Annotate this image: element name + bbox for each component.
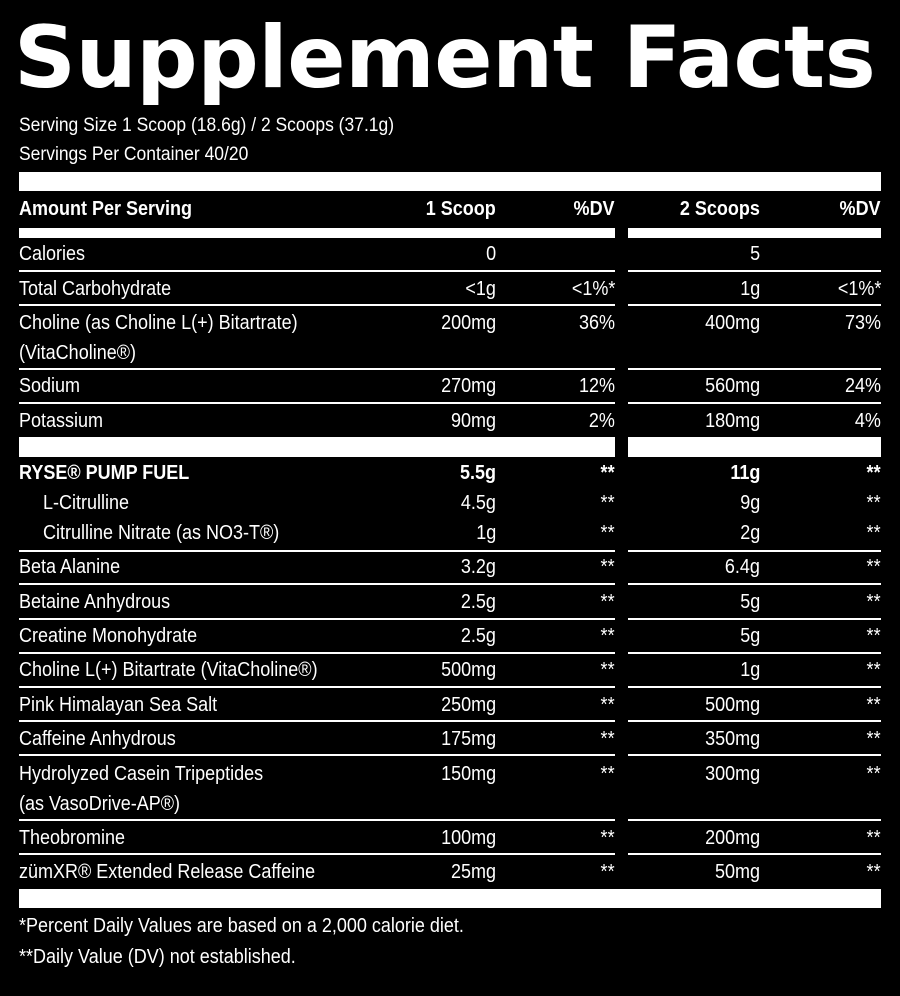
row-label-continued: (VitaCholine®): [19, 342, 136, 364]
blend-item-dv-2: **: [866, 522, 881, 544]
row-dv-2-value: **: [866, 694, 881, 716]
row-2-scoops-value: 200mg: [704, 827, 760, 849]
row-label: Calories: [19, 243, 86, 265]
thick-divider-header-left: [19, 228, 615, 238]
blend-item-2-scoops: 2g: [739, 522, 760, 544]
row-label: Hydrolyzed Casein Tripeptides: [19, 763, 264, 785]
row-dv-2-value: **: [866, 728, 881, 750]
row-1-scoop-value: 0: [485, 243, 496, 265]
row-divider-right: [628, 583, 881, 585]
row-2-scoops-value: 1g: [739, 278, 760, 300]
row-divider-right: [628, 618, 881, 620]
row-2-scoops-value: 560mg: [704, 375, 760, 397]
footnote-dv: *Percent Daily Values are based on a 2,000 calorie diet.: [19, 915, 464, 937]
row-divider-left: [19, 652, 615, 654]
row-1-scoop-value: 25mg: [450, 861, 496, 883]
thick-divider-header-right: [628, 228, 881, 238]
row-dv-2-value: **: [866, 556, 881, 578]
row-divider-right: [628, 368, 881, 370]
row-divider-right: [628, 720, 881, 722]
footnote-not-established: **Daily Value (DV) not established.: [19, 946, 296, 968]
row-divider-left: [19, 402, 615, 404]
row-divider-right: [628, 304, 881, 306]
blend-item-1-scoop: 4.5g: [460, 492, 496, 514]
blend-item-dv-2: **: [866, 492, 881, 514]
row-1-scoop-value: 2.5g: [460, 625, 496, 647]
row-divider-left: [19, 819, 615, 821]
header-1-scoop: 1 Scoop: [425, 198, 496, 220]
row-label: Choline (as Choline L(+) Bitartrate): [19, 312, 298, 334]
row-divider-left: [19, 304, 615, 306]
row-dv-2-value: **: [866, 861, 881, 883]
row-dv-1-value: **: [600, 694, 615, 716]
row-label: Sodium: [19, 375, 81, 397]
blend-2-scoops: 11g: [729, 462, 760, 484]
row-divider-right: [628, 270, 881, 272]
row-label: Beta Alanine: [19, 556, 121, 578]
row-1-scoop-value: 2.5g: [460, 591, 496, 613]
row-divider-left: [19, 270, 615, 272]
row-1-scoop-value: 100mg: [440, 827, 496, 849]
row-2-scoops-value: 5g: [739, 625, 760, 647]
thick-divider-bottom: [19, 889, 881, 908]
row-dv-2-value: **: [866, 625, 881, 647]
row-divider-left: [19, 368, 615, 370]
row-dv-2-value: **: [866, 659, 881, 681]
blend-item-label: Citrulline Nitrate (as NO3-T®): [43, 522, 280, 544]
row-2-scoops-value: 5: [749, 243, 760, 265]
row-2-scoops-value: 50mg: [714, 861, 760, 883]
row-label: Caffeine Anhydrous: [19, 728, 176, 750]
row-2-scoops-value: 1g: [739, 659, 760, 681]
blend-item-dv-1: **: [600, 522, 615, 544]
blend-dv-2: **: [866, 462, 881, 484]
row-divider-right: [628, 853, 881, 855]
row-dv-1-value: 36%: [578, 312, 615, 334]
row-dv-1-value: 12%: [578, 375, 615, 397]
thick-divider-top: [19, 172, 881, 191]
row-1-scoop-value: 250mg: [440, 694, 496, 716]
row-dv-2-value: **: [866, 591, 881, 613]
row-label: zümXR® Extended Release Caffeine: [19, 861, 316, 883]
row-2-scoops-value: 350mg: [704, 728, 760, 750]
row-2-scoops-value: 400mg: [704, 312, 760, 334]
row-dv-1-value: 2%: [588, 410, 615, 432]
row-label: Creatine Monohydrate: [19, 625, 198, 647]
serving-size: Serving Size 1 Scoop (18.6g) / 2 Scoops (37.1g): [19, 115, 395, 136]
row-dv-2-value: <1%*: [837, 278, 881, 300]
blend-1-scoop: 5.5g: [459, 462, 496, 484]
blend-item-1-scoop: 1g: [475, 522, 496, 544]
row-1-scoop-value: 270mg: [440, 375, 496, 397]
row-label: Pink Himalayan Sea Salt: [19, 694, 218, 716]
row-dv-1-value: **: [600, 763, 615, 785]
row-dv-2-value: **: [866, 827, 881, 849]
header-amount-per-serving: Amount Per Serving: [19, 198, 193, 220]
thick-divider-blend-left: [19, 437, 615, 457]
row-divider-right: [628, 754, 881, 756]
row-label-continued: (as VasoDrive-AP®): [19, 793, 180, 815]
row-1-scoop-value: 175mg: [440, 728, 496, 750]
servings-per-container: Servings Per Container 40/20: [19, 144, 249, 165]
row-divider-right: [628, 652, 881, 654]
row-1-scoop-value: 500mg: [440, 659, 496, 681]
row-1-scoop-value: 90mg: [450, 410, 496, 432]
row-dv-1-value: **: [600, 728, 615, 750]
row-divider-right: [628, 819, 881, 821]
row-label: Total Carbohydrate: [19, 278, 172, 300]
row-dv-1-value: **: [600, 591, 615, 613]
page-title: Supplement Facts: [14, 8, 876, 108]
blend-item-dv-1: **: [600, 492, 615, 514]
blend-item-2-scoops: 9g: [739, 492, 760, 514]
row-label: Theobromine: [19, 827, 126, 849]
row-2-scoops-value: 500mg: [704, 694, 760, 716]
row-dv-1-value: **: [600, 556, 615, 578]
blend-item-label: L-Citrulline: [43, 492, 130, 514]
row-1-scoop-value: <1g: [465, 278, 496, 300]
row-1-scoop-value: 3.2g: [460, 556, 496, 578]
row-dv-2-value: **: [866, 763, 881, 785]
row-divider-left: [19, 853, 615, 855]
header-2-scoops: 2 Scoops: [679, 198, 760, 220]
row-divider-right: [628, 402, 881, 404]
row-1-scoop-value: 200mg: [440, 312, 496, 334]
blend-label: RYSE® PUMP FUEL: [19, 462, 190, 484]
row-2-scoops-value: 5g: [739, 591, 760, 613]
row-dv-1-value: **: [600, 861, 615, 883]
row-divider-left: [19, 618, 615, 620]
row-divider-left: [19, 686, 615, 688]
row-divider-left: [19, 583, 615, 585]
row-dv-1-value: **: [600, 625, 615, 647]
thick-divider-blend-right: [628, 437, 881, 457]
row-dv-1-value: **: [600, 827, 615, 849]
row-label: Potassium: [19, 410, 104, 432]
row-2-scoops-value: 6.4g: [724, 556, 760, 578]
row-dv-2-value: 4%: [854, 410, 881, 432]
row-dv-2-value: 73%: [844, 312, 881, 334]
row-dv-2-value: 24%: [844, 375, 881, 397]
header-dv-2: %DV: [839, 198, 881, 220]
row-1-scoop-value: 150mg: [440, 763, 496, 785]
row-divider-right: [628, 686, 881, 688]
row-2-scoops-value: 300mg: [704, 763, 760, 785]
header-dv-1: %DV: [573, 198, 615, 220]
row-divider-left: [19, 754, 615, 756]
row-divider-left: [19, 720, 615, 722]
row-label: Betaine Anhydrous: [19, 591, 171, 613]
row-divider-right: [628, 550, 881, 552]
row-dv-1-value: **: [600, 659, 615, 681]
row-label: Choline L(+) Bitartrate (VitaCholine®): [19, 659, 318, 681]
row-dv-1-value: <1%*: [571, 278, 615, 300]
row-2-scoops-value: 180mg: [704, 410, 760, 432]
row-divider-left: [19, 550, 615, 552]
blend-dv-1: **: [600, 462, 615, 484]
